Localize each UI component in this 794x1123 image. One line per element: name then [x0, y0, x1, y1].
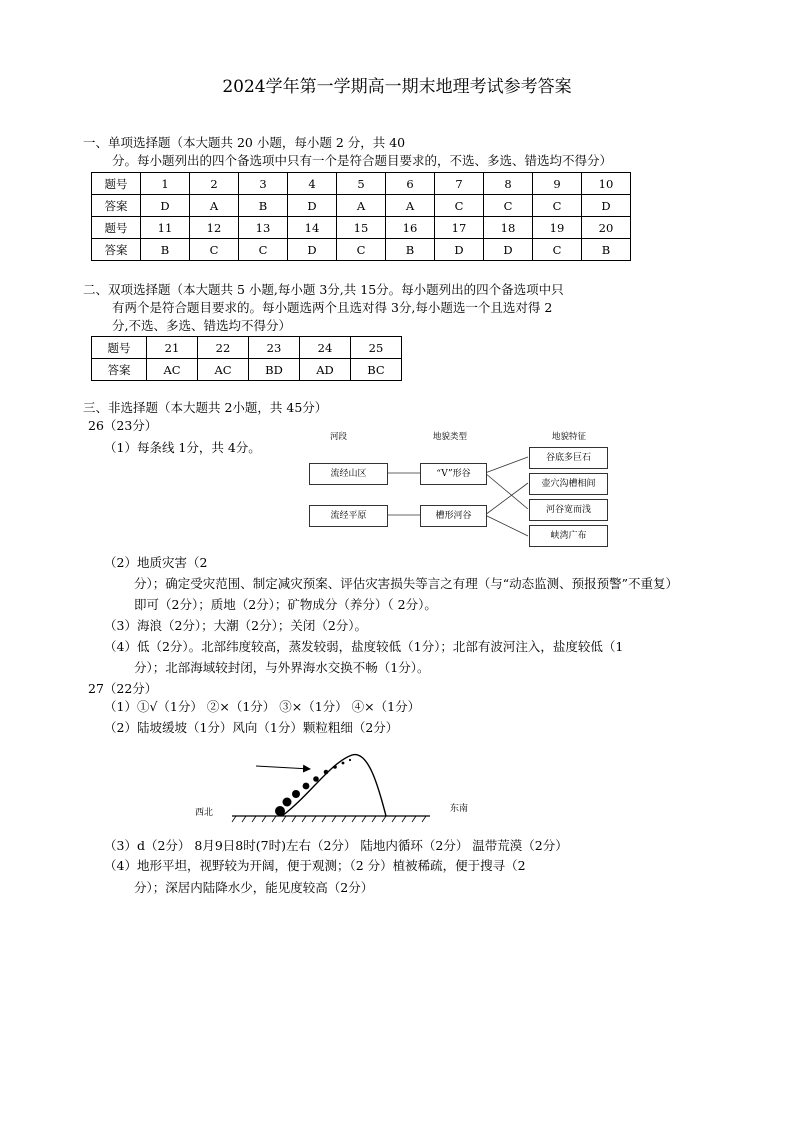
q26-heading: 26（23分）	[88, 418, 158, 433]
table-cell: 22	[198, 337, 249, 359]
table-cell: 12	[190, 217, 239, 239]
row-label: 题号	[92, 173, 141, 195]
table-row	[92, 217, 631, 239]
table-cell: C	[239, 239, 288, 261]
ground-hatching	[232, 816, 426, 822]
diagram-header-section: 河段	[330, 432, 348, 442]
table-cell: D	[484, 239, 533, 261]
page-title: 2024学年第一学期高一期末地理考试参考答案	[222, 77, 572, 97]
diagram-header-feature: 地貌特征	[552, 432, 587, 442]
direction-label-northwest: 西北	[195, 808, 214, 818]
table-cell: D	[288, 195, 337, 217]
section1-heading: 一、单项选择题（本大题共 20 小题，每小题 2 分，共 40	[83, 135, 406, 150]
table-cell: 16	[386, 217, 435, 239]
dune-profile	[282, 755, 386, 816]
table-cell: 2	[190, 173, 239, 195]
q27-part1: （1）①√（1分） ②×（1分） ③×（1分） ④×（1分）	[104, 699, 421, 714]
row-label: 题号	[92, 337, 147, 359]
q26-part3: （3）海浪（2分）；大潮（2分）；关闭（2分）。	[104, 618, 368, 633]
table-cell: C	[533, 239, 582, 261]
row-label: 答案	[92, 239, 141, 261]
direction-label-southeast: 东南	[450, 804, 469, 814]
table-cell: B	[239, 195, 288, 217]
row-label: 答案	[92, 195, 141, 217]
table-cell: BD	[249, 359, 300, 381]
table-row	[92, 195, 631, 217]
row-label: 答案	[92, 359, 147, 381]
table-cell: AC	[198, 359, 249, 381]
table-cell: 7	[435, 173, 484, 195]
row-label: 题号	[92, 217, 141, 239]
table-cell: C	[435, 195, 484, 217]
diagram-box-feature-3: 河谷宽而浅	[529, 499, 608, 521]
table-cell: 18	[484, 217, 533, 239]
table-cell: 11	[141, 217, 190, 239]
table-row	[92, 239, 631, 261]
section2-instructions-1: 有两个是符合题目要求的。每小题选两个且选对得 3分,每小题选一个且选对得 2	[112, 300, 553, 315]
table-cell: 14	[288, 217, 337, 239]
landform-diagram	[300, 425, 620, 550]
table-cell: B	[386, 239, 435, 261]
q27-part4-line1: （4）地形平坦，视野较为开阔，便于观测；（2 分）植被稀疏，便于搜寻（2	[104, 858, 526, 873]
table-cell: 15	[337, 217, 386, 239]
q26-part2-line3: 即可（2分）；质地（2分）；矿物成分（养分）（ 2分）。	[134, 597, 437, 612]
diagram-box-v-valley: “V”形谷	[420, 463, 487, 485]
table-cell: 24	[300, 337, 351, 359]
q27-part2: （2）陆坡缓坡（1分）风向（1分）颗粒粗细（2分）	[104, 720, 399, 735]
table-row	[92, 337, 402, 359]
table-cell: 3	[239, 173, 288, 195]
table-cell: C	[190, 239, 239, 261]
table-cell: 20	[582, 217, 631, 239]
table-cell: 4	[288, 173, 337, 195]
dune-diagram	[190, 745, 480, 825]
q26-part1: （1）每条线 1分，共 4分。	[104, 440, 261, 455]
table-cell: 19	[533, 217, 582, 239]
diagram-box-feature-4: 峡湾广布	[529, 525, 608, 547]
table-cell: 1	[141, 173, 190, 195]
diagram-box-trough-valley: 槽形河谷	[420, 505, 487, 527]
diagram-box-feature-1: 谷底多巨石	[529, 447, 608, 469]
table-cell: 23	[249, 337, 300, 359]
table-row	[92, 173, 631, 195]
section1-instructions: 分。每小题列出的四个备选项中只有一个是符合题目要求的，不选、多选、错选均不得分）	[112, 153, 613, 168]
diagram-header-landform: 地貌类型	[433, 432, 468, 442]
table-cell: 5	[337, 173, 386, 195]
table-cell: A	[386, 195, 435, 217]
table-cell: BC	[351, 359, 402, 381]
table-cell: D	[141, 195, 190, 217]
table-cell: C	[337, 239, 386, 261]
table-cell: B	[141, 239, 190, 261]
table-cell: 6	[386, 173, 435, 195]
section2-heading: 二、双项选择题（本大题共 5 小题,每小题 3分,共 15分。每小题列出的四个备选项中只	[83, 282, 564, 297]
q27-part4-line2: 分）；深居内陆降水少，能见度较高（2分）	[134, 880, 374, 895]
q27-heading: 27（22分）	[88, 681, 158, 696]
table-cell: A	[190, 195, 239, 217]
dune-illustration	[190, 745, 480, 825]
section2-instructions-2: 分,不选、多选、错选均不得分）	[112, 318, 291, 333]
table-cell: 25	[351, 337, 402, 359]
q26-part2-line2: 分）；确定受灾范围、制定减灾预案、评估灾害损失等言之有理（与“动态监测、预报预警”不重复）	[134, 576, 679, 591]
table-cell: 9	[533, 173, 582, 195]
table-cell: C	[484, 195, 533, 217]
diagram-box-mountain: 流经山区	[309, 463, 388, 485]
section3-heading: 三、非选择题（本大题共 2小题，共 45分）	[83, 400, 328, 415]
q26-part2-line1: （2）地质灾害（2	[104, 555, 208, 570]
table-cell: AD	[300, 359, 351, 381]
table-cell: D	[288, 239, 337, 261]
wind-arrow	[256, 766, 310, 769]
table-cell: A	[337, 195, 386, 217]
table-row	[92, 359, 402, 381]
diagram-box-plain: 流经平原	[309, 505, 388, 527]
table-cell: B	[582, 239, 631, 261]
table-cell: C	[533, 195, 582, 217]
q27-part3: （3）d（2分） 8月9日8时(7时)左右（2分） 陆地内循环（2分） 温带荒漠（2分）	[104, 838, 568, 853]
section2-answer-table	[91, 336, 402, 381]
table-cell: D	[582, 195, 631, 217]
q26-part4-line2: 分）；北部海域较封闭，与外界海水交换不畅（1分）。	[134, 660, 430, 675]
table-cell: D	[435, 239, 484, 261]
table-cell: 10	[582, 173, 631, 195]
q26-part4-line1: （4）低（2分）。北部纬度较高，蒸发较弱，盐度较低（1分）；北部有波河注入，盐度较低（1	[104, 639, 624, 654]
table-cell: AC	[147, 359, 198, 381]
diagram-box-feature-2: 壶穴沟槽相间	[529, 473, 608, 495]
section1-answer-table	[91, 172, 631, 261]
table-cell: 21	[147, 337, 198, 359]
table-cell: 13	[239, 217, 288, 239]
table-cell: 17	[435, 217, 484, 239]
table-cell: 8	[484, 173, 533, 195]
